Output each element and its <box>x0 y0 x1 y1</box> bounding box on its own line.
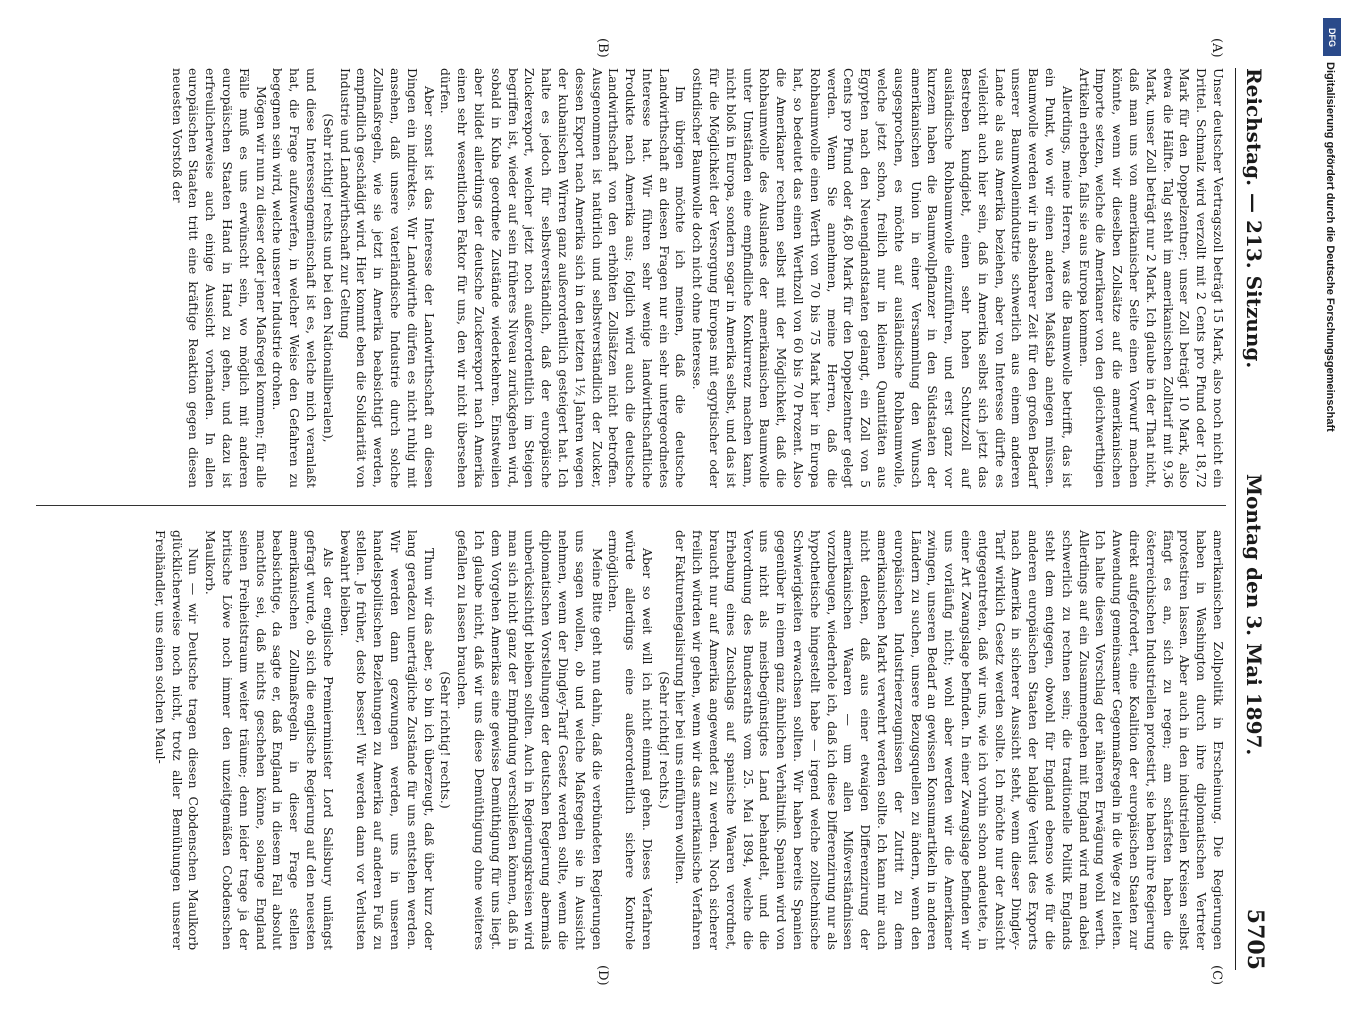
paragraph: Im übrigen möchte ich meinen, daß die deutsche Landwirthschaft an diesen Fragen nur ein sehr untergeordnetes Interesse hat. Wir führen sehr wenige landwirthschaftliche Produkte nach Amerika aus; folglich wird auch die deutsche Landwirthschaft von den erhöhten Zollsätzen nicht betroffen. Ausgenommen ist natürlich und selbstverständlich der Zucker, dessen Export nach Amerika sich in den letzten 1½ Jahren wegen der kubanischen Wirren ganz außerordentlich gesteigert hat. Ich halte es jedoch für selbstverständlich, daß der europäische Zuckerexport, welcher jetzt noch außerordentlich im Steigen begriffen ist, wieder auf sein früheres Niveau zurückgehen wird, sobald in Kuba geordnete Zustände wiederkehren. Einstweilen aber bildet allerdings der deutsche Zuckerexport nach Amerika einen sehr wesentlichen Faktor für uns, den wir nicht übersehen dürfen. <box>438 68 689 488</box>
paragraph: Thun wir das aber, so bin ich überzeugt, daß über kurz oder lang geradezu unerträgliche Zustände für uns entstehen werden. Wir werden dann gezwungen werden, uns in unseren handelspolitischen Beziehungen zu Amerika auf anderen Fuß zu stellen. Je früher, desto besser! Wir werden dann vor Verlusten bewahrt bleiben. <box>337 530 437 950</box>
margin-marker-b: (B) <box>595 38 610 58</box>
paragraph: Allerdings, meine Herren, was die Baumwolle betrifft, das ist ein Punkt, wo wir einen anderen Maßstab anlegen müssen. Baumwolle werden wir in absehbarer Zeit für den großen Bedarf unserer Baumwollenindustrie schwerlich aus einem anderen Lande als aus Amerika beziehen, aber von Interesse dürfte es vielleicht auch hier sein, daß in Amerika selbst sich jetzt das Bestreben kundgiebt, einen sehr hohen Schutzzoll auf ausländische Rohbaumwolle einzuführen, und erst ganz vor kurzem haben die Baumwollpflanzer in den Südstaaten der amerikanischen Union in einer Versammlung den Wunsch ausgesprochen, es möchte auf ausländische Rohbaumwolle, welche jetzt schon, freilich nur in kleinen Quantitäten aus Egypten nach den Neuenglandstaaten gelangt, ein Zoll von 5 Cents pro Pfund oder 46,80 Mark für den Doppelzentner gelegt werden. Wenn Sie annehmen, meine Herren, daß die Rohbaumwolle einen Werth von 70 bis 75 Mark hier in Europa hat, so bedeutet das einen Werthzoll von 60 bis 70 Prozent. Also die Amerikaner rechnen selbst mit der Möglichkeit, daß die Rohbaumwolle des Auslandes der amerikanischen Baumwolle unter Umständen eine empfindliche Konkurrenz machen kann, nicht bloß in Europa, sondern sogar in Amerika selbst, und das ist für die Möglichkeit der Versorgung Europas mit egyptischer oder ostindischer Baumwolle doch nicht ohne Interesse. <box>690 68 1075 488</box>
interjection: (Sehr richtig! rechts.) <box>438 671 454 809</box>
paragraph: Als der englische Premierminister Lord Salisbury unlängst gefragt wurde, ob sich die englische Regierung auf den neuesten amerikanischen Zollmaßregeln in dieser Frage stellen beabsichtige, da sagte er, daß England in diesem Fall absolut machtlos sei, daß nichts geschehen könne, solange England seinen Freiheitstraum weiter träume; denn leider trage ja der britische Löwe noch immer den unzeitgemäßen Cobdenschen Maulkorb. <box>203 530 336 950</box>
margin-marker-d: (D) <box>595 965 610 986</box>
credit-text: Digitalisierung gefördert durch die Deutsche Forschungsgemeinschaft <box>1324 62 1336 432</box>
dfg-logo-icon: DFG <box>1323 18 1341 56</box>
document-page <box>10 10 1290 1010</box>
interjection: (Sehr richtig! rechts.) <box>656 671 672 809</box>
column-divider <box>36 505 1226 506</box>
left-column <box>168 68 1226 488</box>
right-column <box>151 530 1226 950</box>
paragraph: Aber sonst ist das Interesse der Landwirthschaft an diesen Dingen ein indirektes. Wir Landwirthe dürfen es nicht ruhig mit ansehen, daß unsere vaterländische Industrie durch solche Zollmaßregeln, wie sie jetzt in Amerika beabsichtigt werden, empfindlich geschädigt wird. Hier kommt eben die Solidarität von Industrie und Landwirthschaft zur Geltung <box>337 68 437 488</box>
page-header <box>1235 68 1272 970</box>
page-number: 5705 <box>1242 908 1268 970</box>
paragraph: Meine Bitte geht nun dahin, daß die verbündeten Regierungen uns sagen wollen, ob und welche Maßregeln sie in Aussicht nehmen, wenn der Dingley-Tarif Gesetz werden sollte, wenn die diplomatischen Vorstellungen der deutschen Regierung abermals unberücksichtigt bleiben sollten. Auch in Regierungskreisen wird man sich nicht ganz der Empfindung verschließen können, daß in dem Vorgehen Amerikas eine gewisse Demüthigung für uns liegt. Ich glaube nicht, daß wir uns diese Demüthigung ohne weiteres gefallen zu lassen brauchen. <box>455 530 605 950</box>
margin-marker-a: (A) <box>1209 38 1224 58</box>
paragraph: amerikanischen Zollpolitik in Erscheinung. Die Regierungen haben in Washington durch ihre diplomatischen Vertreter protestiren lassen. Aber auch in den industriellen Kreisen selbst fängt es an, sich zu regen; am schärfsten haben die österreichischen Industriellen protestirt, sie haben ihre Regierung direkt aufgefordert, eine Koalition der europäischen Staaten zur Anwendung gemeinsamer Gegenmaßregeln in die Wege zu leiten. Ich halte diesen Vorschlag der näheren Erwägung wohl werth. Allerdings auf ein Zusammengehen mit England wird man dabei schwerlich zu rechnen sein; die traditionelle Politik Englands steht dem entgegen, obwohl für England ebenso wie für die anderen europäischen Staaten der baldige Verlust des Exports nach Amerika in sicherer Aussicht steht, wenn dieser Dingley-Tarif wirklich Gesetz werden sollte. Ich möchte nur der Ansicht entgegentreten, daß wir uns, wie ich vorhin schon andeutete, in einer Art Zwangslage befinden. In einer Zwangslage befinden wir uns vorläufig nicht; wohl aber werden wir die Amerikaner zwingen, unseren Bedarf an gewissen Konsumartikeln in anderen Ländern zu suchen, unsere Bezugsquellen zu ändern, wenn den europäischen Industrieerzeugnissen der Zutritt zu dem amerikanischen Markt verwehrt werden sollte. Ich kann mir auch nicht denken, daß aus einer etwaigen Differenzirung der amerikanischen Waaren — um allen Mißverständnissen vorzubeugen, wiederhole ich, daß ich diese Differenzirung nur als hypothetische hingestellt habe — irgend welche zolltechnische Schwierigkeiten erwachsen sollten. Wir haben bereits Spanien gegenüber in einem ganz ähnlichen Verhältniß. Spanien wird von uns nicht als meistbegünstigtes Land behandelt, und die Verordnung des Bundesraths vom 25. Mai 1894, welche die Erhebung eines Zuschlags auf spanische Waaren verordnet, braucht nur auf Amerika angewendet zu werden. Noch sicherer freilich würden wir gehen, wenn wir das amerikanische Verfahren der Fakturenlegalisirung hier bei uns einführen wollten. <box>673 530 1226 950</box>
margin-marker-c: (C) <box>1209 965 1224 986</box>
paragraph: Unser deutscher Vertragszoll beträgt 15 Mark, also noch nicht ein Drittel. Schmalz wird verzollt mit 2 Cents pro Pfund oder 18,72 Mark für den Doppelzentner; unser Zoll beträgt 10 Mark, also etwa die Hälfte. Talg steht im amerikanischen Zolltarif mit 9,36 Mark, unser Zoll beträgt nur 2 Mark. Ich glaube in der That nicht, daß man uns von amerikanischer Seite einen Vorwurf machen könnte, wenn wir dieselben Zollsätze auf die amerikanischen Importe setzen, welche die Amerikaner von den gleichwerthigen Artikeln erheben, falls sie aus Europa kommen. <box>1076 68 1226 488</box>
paragraph: Nun — wir Deutsche tragen diesen Cobdenschen Maulkorb glücklicherweise noch nicht, trotz aller Bemühungen unserer Freihändler, uns einen solchen Maul- <box>152 530 202 950</box>
header-session: Reichstag. — 213. Sitzung. <box>1242 68 1266 369</box>
paragraph: und diese Interessengemeinschaft ist es, welche mich veranlaßt hat, die Frage aufzuwerfen, in welcher Weise den Gefahren zu begegnen sein wird, welche unserer Industrie drohen. <box>270 68 319 488</box>
paragraph: Aber so weit will ich nicht einmal gehen. Dieses Verfahren würde allerdings eine außerordentlich sichere Kontrole ermöglichen. <box>606 530 655 950</box>
paragraph: Mögen wir nun zu dieser oder jener Maßregel kommen; für alle Fälle muß es uns erwünscht sein, wo möglich mit anderen europäischen Staaten Hand in Hand zu gehen, und dazu ist erfreulicherweise auch einige Aussicht vorhanden. In allen europäischen Staaten tritt eine kräftige Reaktion gegen diesen neuesten Vorstoß der <box>169 68 269 488</box>
interjection: (Sehr richtig! rechts und bei den Nationalliberalen), <box>320 113 336 443</box>
digitization-credit <box>1318 18 1348 898</box>
header-date: Montag den 3. Mai 1897. <box>1242 473 1266 756</box>
